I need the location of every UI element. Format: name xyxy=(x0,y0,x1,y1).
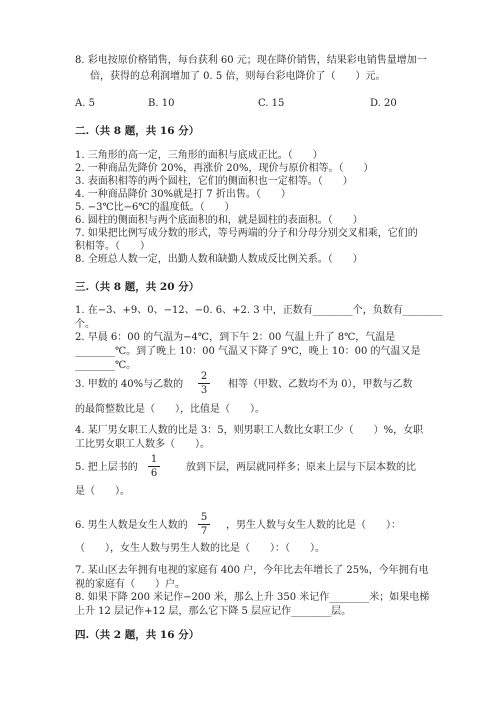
fraction-numerator: 2 xyxy=(200,371,208,382)
s3-q4-line1: 4. 某厂男女职工人数的比是 3：5，则男职工人数比女职工少（ ）%，女职 xyxy=(75,425,424,436)
s3-q5-post: 放到下层，两层就同样多；原来上层与下层本数的比 xyxy=(186,462,416,473)
s3-q1-line1: 1. 在−3、+9、0、−12、−0. 6、+2. 3 中，正数有________个，负数有________ xyxy=(75,305,443,316)
fraction-numerator: 1 xyxy=(150,454,158,465)
s3-q3-line2: 的最简整数比是（ ），比值是（ ）。 xyxy=(75,404,265,415)
s3-q2-line1: 2. 早晨 6：00 的气温为−4℃，到下午 2：00 气温上升了 8℃，气温是 xyxy=(75,332,396,343)
fraction-denominator: 7 xyxy=(200,526,208,537)
s3-q2-line3: ________℃。 xyxy=(75,360,137,371)
s3-q6-pre: 6. 男生人数是女生人数的 xyxy=(75,520,188,531)
fraction-denominator: 6 xyxy=(150,468,158,479)
section4-title: 四.（共 2 题，共 16 分） xyxy=(75,629,200,641)
section2-title: 二.（共 8 题，共 16 分） xyxy=(75,125,200,137)
s3-q5-pre: 5. 把上层书的 xyxy=(75,462,138,473)
option-a: A. 5 xyxy=(75,98,95,109)
section3-title: 三.（共 8 题，共 20 分） xyxy=(75,281,200,293)
option-b: B. 10 xyxy=(148,98,175,109)
q8-line2: 倍，获得的总利润增加了 0. 5 倍，则每台彩电降价了（ ）元。 xyxy=(90,71,386,82)
s2-q7-line2: 积相等。（ ） xyxy=(75,241,150,252)
s3-q3-fraction xyxy=(198,371,210,396)
s3-q6-post: ，男生人数与女生人数的比是（ ）： xyxy=(226,520,401,531)
s3-q8-line2: 上升 12 层记作+12 层，那么它下降 5 层应记作________层。 xyxy=(75,606,352,617)
s3-q3-pre: 3. 甲数的 40%与乙数的 xyxy=(75,379,184,390)
s2-q6: 6. 圆柱的侧面积与两个底面积的和，就是圆柱的表面积。（ ） xyxy=(75,215,363,226)
option-d: D. 20 xyxy=(370,98,397,109)
fraction-bar xyxy=(148,466,160,467)
s2-q5: 5. −3℃比−6℃的温度低。（ ） xyxy=(75,202,235,213)
s3-q8-line1: 8. 如果下降 200 米记作−200 米，那么上升 350 米记作________米；如果电梯 xyxy=(75,592,430,603)
s3-q2-line2: ________℃。到了晚上 10：00 气温又下降了 9℃，晚上 10：00 的气温又是 xyxy=(75,346,421,357)
s3-q1-line2: 个。 xyxy=(75,319,95,330)
s3-q6-line2: （ ），女生人数与男生人数的比是（ ）：（ ）。 xyxy=(75,543,325,554)
s3-q6-fraction xyxy=(198,512,210,537)
s2-q3: 3. 表面积相等的两个圆柱，它们的侧面积也一定相等。（ ） xyxy=(75,176,353,187)
s2-q2: 2. 一种商品先降价 20%，再涨价 20%，现价与原价相等。（ ） xyxy=(75,163,374,174)
q8-line1: 8. 彩电按原价格销售，每台获利 60 元；现在降价销售，结果彩电销售量增加一 xyxy=(75,55,427,66)
fraction-bar xyxy=(198,524,210,525)
s2-q4: 4. 一种商品降价 30%就是打 7 折出售。（ ） xyxy=(75,189,291,200)
fraction-denominator: 3 xyxy=(200,385,208,396)
fraction-numerator: 5 xyxy=(200,512,208,523)
s3-q7-line2: 视的家庭有（ ）户。 xyxy=(75,579,185,590)
s3-q4-line2: 工比男女职工人数多（ ）。 xyxy=(75,439,210,450)
s3-q5-line2: 是（ ）。 xyxy=(75,486,130,497)
s2-q8: 8. 全班总人数一定，出勤人数和缺勤人数成反比例关系。（ ） xyxy=(75,254,363,265)
s3-q3-post: 相等（甲数、乙数均不为 0），甲数与乙数 xyxy=(228,379,413,390)
option-c: C. 15 xyxy=(258,98,285,109)
s2-q1: 1. 三角形的高一定，三角形的面积与底成正比。（ ） xyxy=(75,150,323,161)
s2-q7-line1: 7. 如果把比例写成分数的形式，等号两端的分子和分母分别交叉相乘，它们的 xyxy=(75,228,418,239)
s3-q5-fraction xyxy=(148,454,160,479)
fraction-bar xyxy=(198,383,210,384)
s3-q7-line1: 7. 某山区去年拥有电视的家庭有 400 户，今年比去年增长了 25%，今年拥有电 xyxy=(75,565,429,576)
